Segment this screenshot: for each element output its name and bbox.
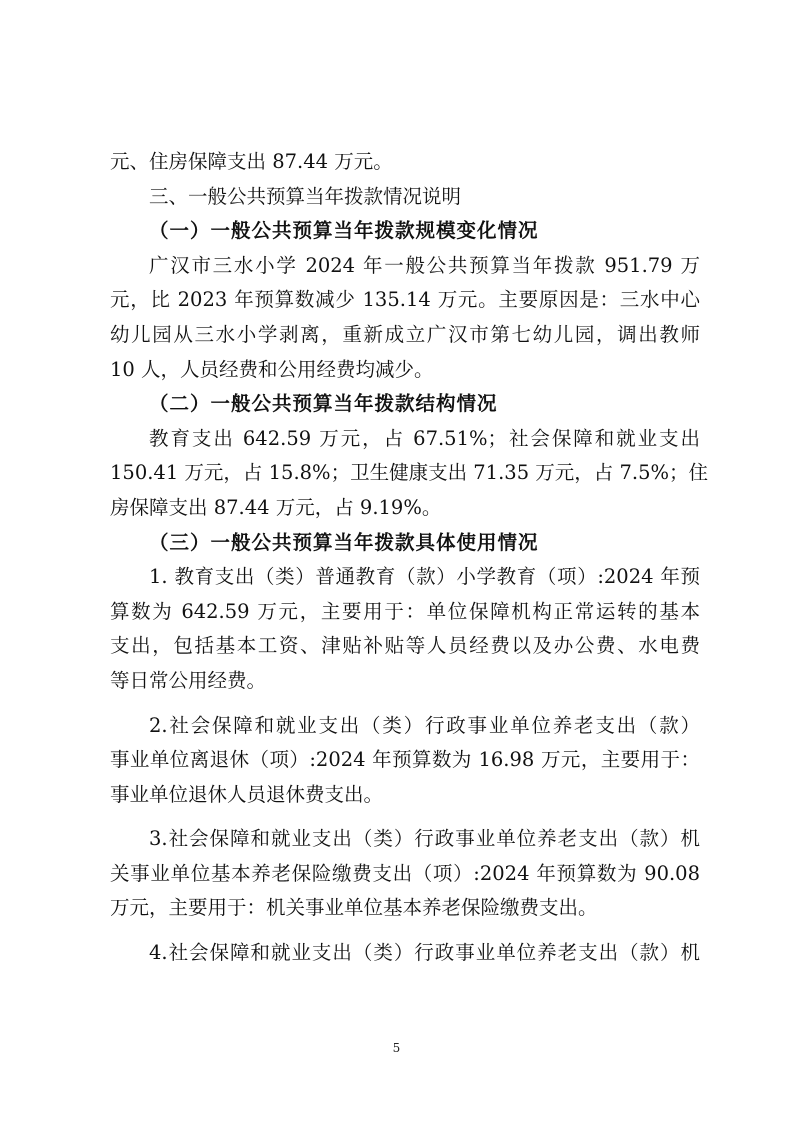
- body-text-line: 4.社会保障和就业支出（类）行政事业单位养老支出（款）机: [149, 941, 700, 965]
- body-text-line: 教育支出 642.59 万元，占 67.51%；社会保障和就业支出: [149, 426, 700, 450]
- body-text-line: 10 人，人员经费和公用经费均减少。: [110, 357, 434, 381]
- paragraph-spacer: [110, 812, 700, 822]
- subsection-heading: （二）一般公共预算当年拨款结构情况: [149, 392, 498, 416]
- body-text-line: 支出，包括基本工资、津贴补贴等人员经费以及办公费、水电费: [110, 634, 700, 658]
- body-text-line: 算数为 642.59 万元，主要用于：单位保障机构正常运转的基本: [110, 599, 700, 623]
- body-text-line: 事业单位退休人员退休费支出。: [110, 782, 384, 806]
- body-text-line: 事业单位离退休（项）:2024 年预算数为 16.98 万元，主要用于：: [110, 748, 700, 772]
- subsection-heading: （一）一般公共预算当年拨款规模变化情况: [149, 219, 539, 243]
- body-text-line: 2.社会保障和就业支出（类）行政事业单位养老支出（款）: [149, 713, 700, 737]
- paragraph-spacer: [110, 699, 700, 709]
- body-text-line: 150.41 万元，占 15.8%；卫生健康支出 71.35 万元，占 7.5%；住: [110, 461, 709, 485]
- body-text-line: 等日常公用经费。: [110, 668, 267, 692]
- body-text-line: 元、住房保障支出 87.44 万元。: [110, 150, 393, 173]
- paragraph-spacer: [110, 926, 700, 936]
- page-number: 5: [392, 1041, 401, 1055]
- body-text-line: 广汉市三水小学 2024 年一般公共预算当年拨款 951.79 万: [149, 253, 700, 277]
- body-text-line: 房保障支出 87.44 万元，占 9.19%。: [110, 495, 442, 519]
- body-text-line: 万元，主要用于：机关事业单位基本养老保险缴费支出。: [110, 896, 598, 920]
- document-body: [110, 145, 709, 971]
- section-heading: 三、一般公共预算当年拨款情况说明: [149, 184, 462, 208]
- subsection-heading: （三）一般公共预算当年拨款具体使用情况: [149, 530, 539, 554]
- body-text-line: 1. 教育支出（类）普通教育（款）小学教育（项）:2024 年预: [149, 565, 700, 589]
- body-text-line: 3.社会保障和就业支出（类）行政事业单位养老支出（款）机: [149, 827, 700, 851]
- body-text-line: 关事业单位基本养老保险缴费支出（项）:2024 年预算数为 90.08: [110, 861, 700, 885]
- body-text-line: 元，比 2023 年预算数减少 135.14 万元。主要原因是：三水中心: [110, 288, 700, 312]
- body-text-line: 幼儿园从三水小学剥离，重新成立广汉市第七幼儿园，调出教师: [110, 322, 700, 346]
